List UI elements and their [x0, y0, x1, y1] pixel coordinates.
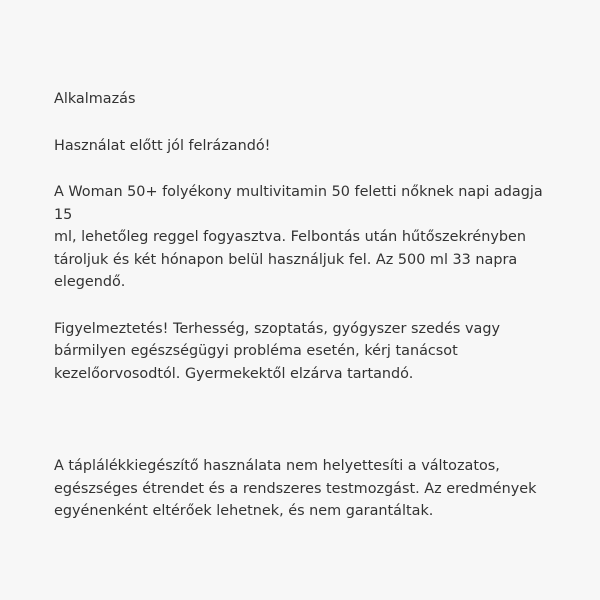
usage-section: [54, 88, 554, 523]
disclaimer-line: A táplálékkiegészítő használata nem helyettesíti a változatos,: [54, 458, 500, 474]
usage-line: ml, lehetőleg reggel fogyasztva. Felbontás után hűtőszekrényben: [54, 229, 527, 245]
warning-line: bármilyen egészségügyi probléma esetén, kérj tanácsot: [54, 343, 458, 359]
spacer: [54, 385, 554, 455]
usage-line: elegendő.: [54, 274, 126, 290]
usage-line: A Woman 50+ folyékony multivitamin 50 feletti nőknek napi adagja 15: [54, 184, 543, 223]
warning-line: Figyelmeztetés! Terhesség, szoptatás, gyógyszer szedés vagy: [54, 320, 500, 337]
usage-paragraph: [54, 181, 554, 294]
warning-line: kezelőorvosodtól. Gyermekektől elzárva tartandó.: [54, 365, 414, 382]
disclaimer-line: egészséges étrendet és a rendszeres testmozgást. Az eredmények: [54, 480, 537, 497]
disclaimer-paragraph: [54, 455, 554, 523]
shake-note: Használat előtt jól felrázandó!: [54, 137, 271, 154]
section-title: Alkalmazás: [54, 91, 136, 107]
warning-paragraph: [54, 318, 554, 386]
usage-line: tároljuk és két hónapon belül használjuk fel. Az 500 ml 33 napra: [54, 251, 518, 268]
disclaimer-line: egyénenként eltérőek lehetnek, és nem garantáltak.: [54, 503, 434, 519]
